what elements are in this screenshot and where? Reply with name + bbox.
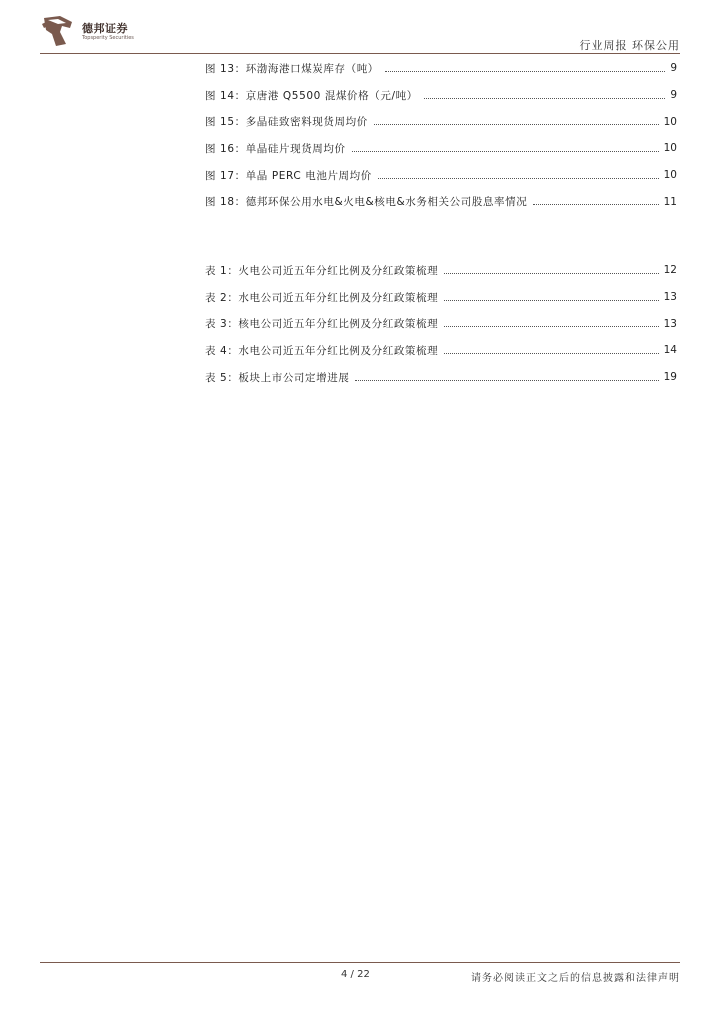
figures-toc	[205, 55, 677, 215]
logo-text-cn: 德邦证券	[82, 22, 128, 35]
toc-entry-label: 表 4：水电公司近五年分红比例及分红政策梳理	[205, 344, 439, 357]
disclaimer-note: 请务必阅读正文之后的信息披露和法律声明	[471, 973, 680, 984]
toc-leader	[355, 380, 658, 381]
page-indicator: 4 / 22	[341, 969, 370, 980]
toc-entry-page: 14	[663, 344, 677, 357]
toc-entry[interactable]	[205, 337, 677, 364]
toc-leader	[385, 71, 665, 72]
toc-entry-page: 13	[663, 317, 677, 330]
company-logo	[40, 14, 150, 48]
toc-entry-page: 13	[663, 291, 677, 304]
footer-divider	[40, 962, 680, 963]
toc-leader	[444, 300, 658, 301]
toc-entry[interactable]	[205, 364, 677, 391]
toc-entry-label: 图 14：京唐港 Q5500 混煤价格（元/吨）	[205, 89, 418, 102]
toc-entry-page: 9	[670, 62, 677, 75]
toc-entry[interactable]	[205, 162, 677, 189]
toc-entry-page: 19	[663, 371, 677, 384]
logo-text-en: Topsperity Securities	[82, 35, 134, 41]
toc-entry-label: 图 16：单晶硅片现货周均价	[205, 142, 346, 155]
toc-entry-page: 11	[663, 195, 677, 208]
toc-entry-label: 图 15：多晶硅致密料现货周均价	[205, 116, 368, 129]
toc-entry-page: 9	[670, 89, 677, 102]
toc-entry[interactable]	[205, 108, 677, 135]
toc-entry-label: 表 3：核电公司近五年分红比例及分红政策梳理	[205, 318, 439, 331]
toc-entry-page: 10	[663, 169, 677, 182]
toc-leader	[352, 151, 659, 152]
toc-entry[interactable]	[205, 284, 677, 311]
toc-leader	[424, 98, 666, 99]
toc-entry-label: 表 2：水电公司近五年分红比例及分红政策梳理	[205, 291, 439, 304]
toc-entry-page: 10	[663, 115, 677, 128]
tables-toc	[205, 257, 677, 390]
toc-leader	[378, 178, 659, 179]
toc-entry-label: 表 5：板块上市公司定增进展	[205, 371, 350, 384]
report-header	[580, 37, 681, 53]
toc-entry-page: 12	[663, 264, 677, 277]
toc-entry[interactable]	[205, 188, 677, 215]
company-logo-icon	[40, 14, 76, 48]
toc-entry[interactable]	[205, 257, 677, 284]
toc-entry-label: 表 1：火电公司近五年分红比例及分红政策梳理	[205, 264, 439, 277]
report-type: 行业周报	[579, 39, 628, 52]
toc-entry-label: 图 17：单晶 PERC 电池片周均价	[205, 169, 372, 182]
toc-leader	[444, 273, 658, 274]
report-sector: 环保公用	[632, 39, 680, 52]
toc-entry-label: 图 18：德邦环保公用水电&火电&核电&水务相关公司股息率情况	[205, 196, 528, 209]
toc-leader	[444, 326, 658, 327]
toc-leader	[374, 124, 659, 125]
toc-leader	[444, 353, 658, 354]
toc-entry[interactable]	[205, 55, 677, 82]
toc-entry[interactable]	[205, 82, 677, 109]
toc-entry-label: 图 13：环渤海港口煤炭库存（吨）	[205, 62, 379, 75]
toc-entry[interactable]	[205, 135, 677, 162]
toc-entry[interactable]	[205, 310, 677, 337]
toc-leader	[533, 204, 658, 205]
toc-entry-page: 10	[663, 142, 677, 155]
header-divider	[40, 53, 680, 54]
